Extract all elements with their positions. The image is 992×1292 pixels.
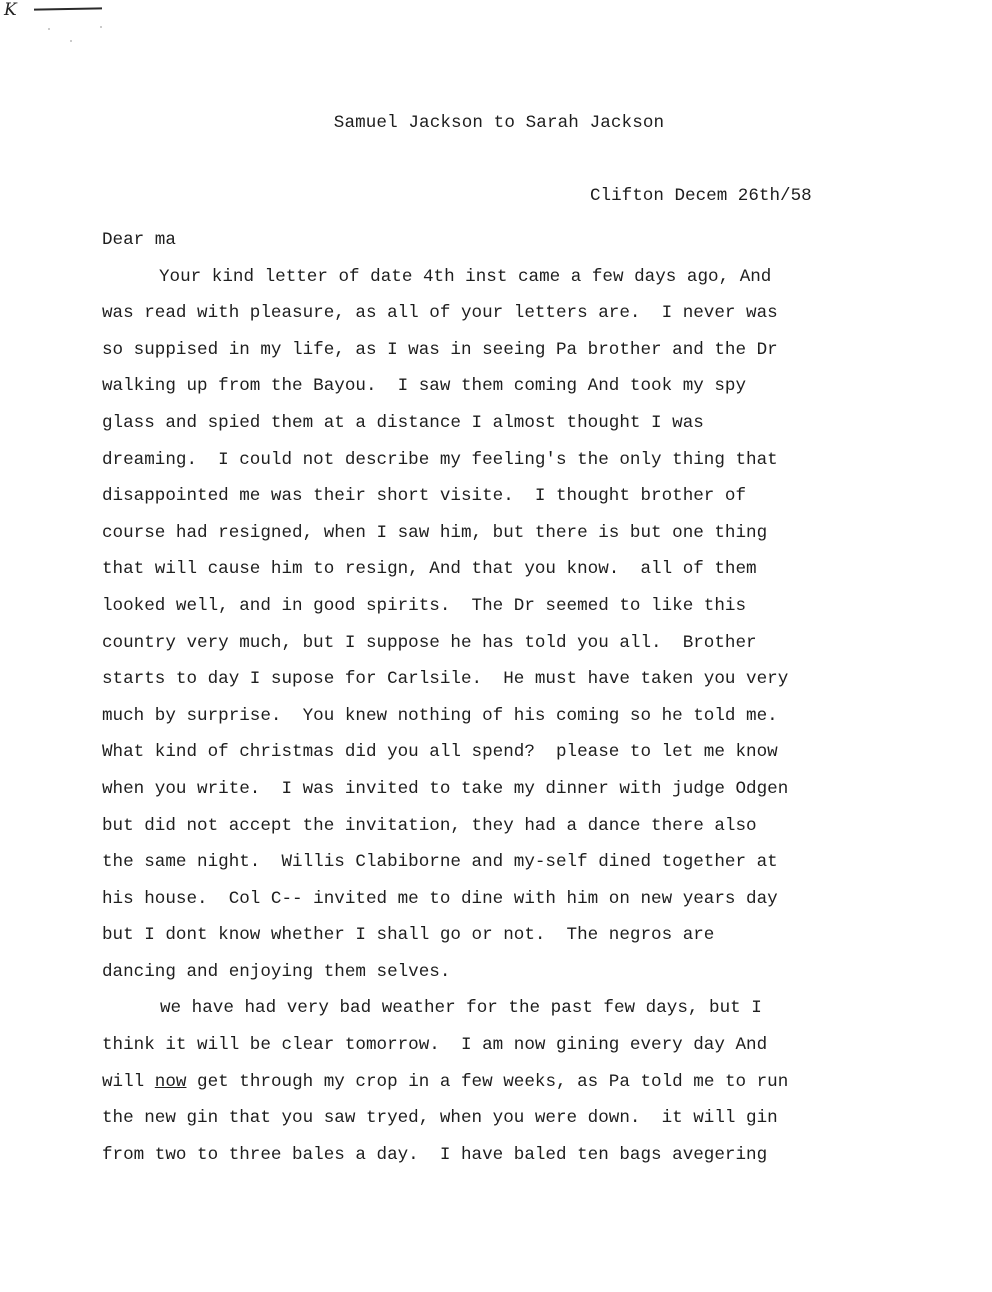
body-line: but did not accept the invitation, they had a dance there also xyxy=(102,815,757,836)
letter-title: Samuel Jackson to Sarah Jackson xyxy=(333,113,665,133)
underlined-word: now xyxy=(154,1071,187,1092)
body-line: think it will be clear tomorrow. I am now gining every day And xyxy=(102,1035,768,1056)
scan-speck xyxy=(100,26,102,28)
body-line: much by surprise. You knew nothing of his coming so he told me. xyxy=(102,705,778,726)
body-line: the same night. Willis Clabiborne and my-self dined together at xyxy=(102,852,778,873)
body-line: walking up from the Bayou. I saw them coming And took my spy xyxy=(102,376,747,397)
body-line: starts to day I supose for Carlsile. He must have taken you very xyxy=(102,669,789,690)
body-line: so suppised in my life, as I was in seeing Pa brother and the Dr xyxy=(102,339,778,360)
body-line: course had resigned, when I saw him, but there is but one thing xyxy=(102,522,768,543)
body-line: that will cause him to resign, And that you know. all of them xyxy=(102,559,757,580)
body-line: the new gin that you saw tryed, when you were down. it will gin xyxy=(102,1108,778,1129)
scan-speck xyxy=(48,28,50,30)
body-line: glass and spied them at a distance I almost thought I was xyxy=(102,412,704,433)
body-line: Your kind letter of date 4th inst came a few days ago, And xyxy=(159,266,772,287)
salutation: Dear ma xyxy=(102,230,176,250)
body-line: What kind of christmas did you all spend? please to let me know xyxy=(102,742,778,763)
body-line: will now get through my crop in a few weeks, as Pa told me to run xyxy=(102,1071,789,1092)
body-line: but I dont know whether I shall go or not. The negros are xyxy=(102,925,715,946)
letter-dateline: Clifton Decem 26th/58 xyxy=(590,186,812,206)
body-line: from two to three bales a day. I have baled ten bags avegering xyxy=(102,1144,768,1165)
body-line: dreaming. I could not describe my feeling's the only thing that xyxy=(102,449,778,470)
scan-speck xyxy=(70,40,72,42)
body-line: disappointed me was their short visite. I thought brother of xyxy=(102,486,747,507)
corner-dash xyxy=(34,7,102,10)
body-line: dancing and enjoying them selves. xyxy=(102,961,451,982)
body-line: looked well, and in good spirits. The Dr seemed to like this xyxy=(102,595,747,616)
body-line: we have had very bad weather for the past few days, but I xyxy=(160,998,762,1019)
corner-mark: K xyxy=(4,0,17,20)
body-line: his house. Col C-- invited me to dine with him on new years day xyxy=(102,888,778,909)
letter-body xyxy=(102,222,932,1173)
body-line: country very much, but I suppose he has told you all. Brother xyxy=(102,632,757,653)
body-line: was read with pleasure, as all of your letters are. I never was xyxy=(102,303,778,324)
body-line: when you write. I was invited to take my dinner with judge Odgen xyxy=(102,778,789,799)
